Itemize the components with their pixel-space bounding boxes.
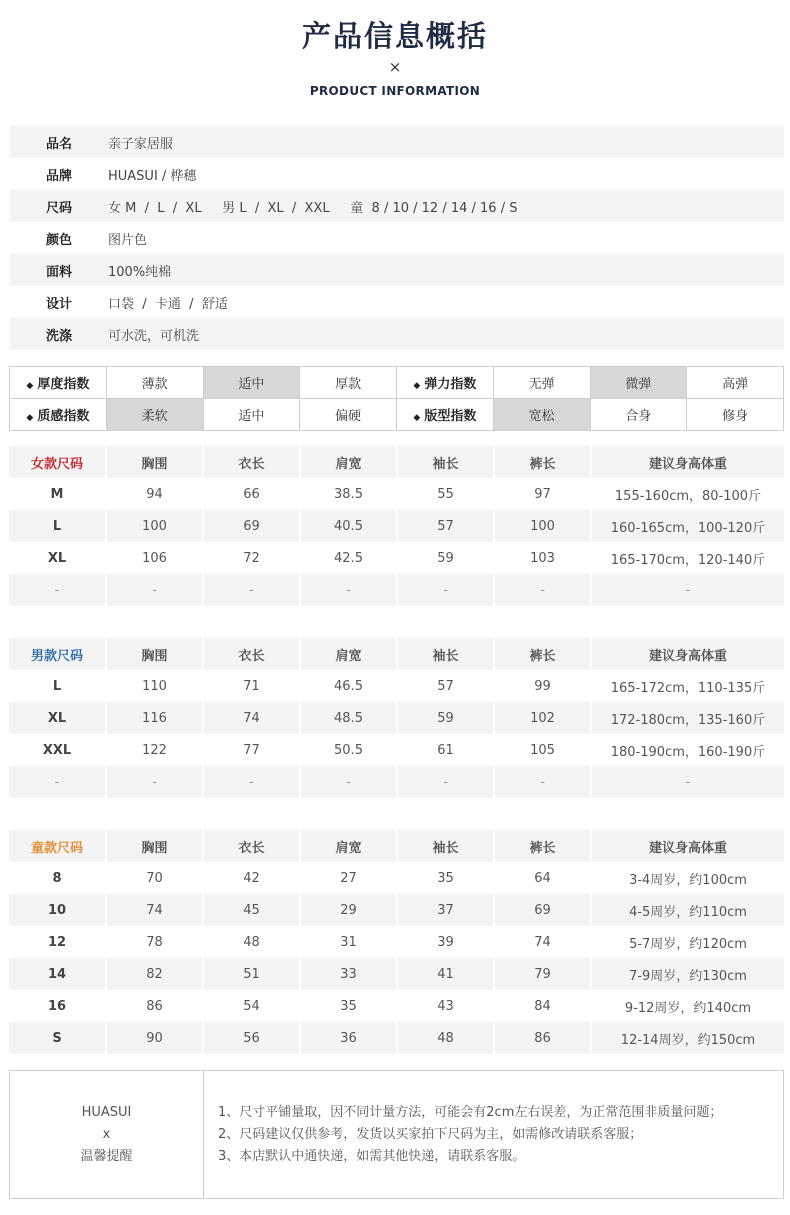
value-cell: 57 (397, 510, 494, 542)
value-cell: - (106, 574, 203, 606)
info-row-fabric (10, 254, 784, 286)
column-header: 裤长 (494, 638, 591, 670)
info-label: 品名 (45, 136, 72, 152)
value-cell: 55 (397, 478, 494, 510)
value-cell: 35 (300, 990, 397, 1022)
info-value: 图片色 (108, 232, 148, 248)
table-row (9, 958, 785, 990)
size-cell: L (9, 670, 106, 702)
men-size-table (9, 638, 786, 798)
value-cell: 27 (300, 862, 397, 894)
size-table-title: 女款尺码 (9, 446, 106, 478)
info-label: 尺码 (45, 200, 72, 216)
value-cell: 71 (203, 670, 300, 702)
index-option-selected: 适中 (203, 367, 300, 399)
size-cell: 16 (9, 990, 106, 1022)
diamond-icon: ◆ (413, 381, 421, 391)
value-cell: 42.5 (300, 542, 397, 574)
value-cell: 33 (300, 958, 397, 990)
value-cell: 59 (397, 542, 494, 574)
info-value: HUASUI / 桦穗 (108, 168, 197, 184)
value-cell: 78 (106, 926, 203, 958)
value-cell: 97 (494, 478, 591, 510)
value-cell: 7-9周岁，约130cm (591, 958, 785, 990)
info-label: 面料 (45, 264, 72, 280)
size-cell: - (9, 766, 106, 798)
notes-x: x (102, 1126, 111, 1142)
notes-list (204, 1071, 783, 1198)
value-cell: 12-14周岁，约150cm (591, 1022, 785, 1054)
value-cell: 79 (494, 958, 591, 990)
table-row (9, 574, 785, 606)
value-cell: 116 (106, 702, 203, 734)
size-cell: L (9, 510, 106, 542)
table-row (9, 510, 785, 542)
notes-box (9, 1070, 784, 1199)
value-cell: - (494, 574, 591, 606)
size-cell: XXL (9, 734, 106, 766)
value-cell: 31 (300, 926, 397, 958)
index-label: ◆ 弹力指数 (397, 367, 494, 399)
diamond-icon: ◆ (26, 413, 34, 423)
column-header: 裤长 (494, 446, 591, 478)
column-header: 衣长 (203, 830, 300, 862)
column-header: 裤长 (494, 830, 591, 862)
value-cell: 48.5 (300, 702, 397, 734)
value-cell: 39 (397, 926, 494, 958)
notes-title (10, 1071, 204, 1198)
value-cell: - (300, 574, 397, 606)
value-cell: 3-4周岁，约100cm (591, 862, 785, 894)
value-cell: 100 (494, 510, 591, 542)
header-title: 产品信息概括 (301, 19, 488, 53)
info-label: 品牌 (45, 168, 72, 184)
table-row (9, 926, 785, 958)
table-row (9, 766, 785, 798)
column-header: 袖长 (397, 830, 494, 862)
index-row (10, 399, 784, 431)
column-header: 胸围 (106, 446, 203, 478)
value-cell: - (203, 574, 300, 606)
value-cell: 5-7周岁，约120cm (591, 926, 785, 958)
table-row (9, 670, 785, 702)
table-row (9, 734, 785, 766)
info-label: 颜色 (45, 232, 72, 248)
value-cell: 4-5周岁，约110cm (591, 894, 785, 926)
value-cell: 57 (397, 670, 494, 702)
value-cell: - (591, 766, 785, 798)
value-cell: 64 (494, 862, 591, 894)
column-header: 肩宽 (300, 446, 397, 478)
index-option-selected: 宽松 (493, 399, 590, 431)
value-cell: 102 (494, 702, 591, 734)
value-cell: 155-160cm，80-100斤 (591, 478, 785, 510)
table-row (9, 1022, 785, 1054)
column-header: 袖长 (397, 446, 494, 478)
info-value: 100%纯棉 (108, 264, 172, 280)
value-cell: 54 (203, 990, 300, 1022)
size-table-header (9, 446, 785, 478)
value-cell: 50.5 (300, 734, 397, 766)
info-row-color (10, 222, 784, 254)
value-cell: 74 (106, 894, 203, 926)
value-cell: - (300, 766, 397, 798)
size-table-header (9, 830, 785, 862)
value-cell: - (397, 574, 494, 606)
size-cell: XL (9, 542, 106, 574)
value-cell: 9-12周岁，约140cm (591, 990, 785, 1022)
value-cell: 106 (106, 542, 203, 574)
index-option-selected: 柔软 (106, 399, 203, 431)
value-cell: 110 (106, 670, 203, 702)
value-cell: 51 (203, 958, 300, 990)
index-option: 适中 (203, 399, 300, 431)
index-option: 无弹 (493, 367, 590, 399)
value-cell: 69 (203, 510, 300, 542)
value-cell: 38.5 (300, 478, 397, 510)
info-row-design (10, 286, 784, 318)
table-row (9, 862, 785, 894)
column-header: 胸围 (106, 638, 203, 670)
value-cell: 35 (397, 862, 494, 894)
size-table-header (9, 638, 785, 670)
value-cell: 69 (494, 894, 591, 926)
value-cell: 90 (106, 1022, 203, 1054)
size-cell: 14 (9, 958, 106, 990)
diamond-icon: ◆ (413, 413, 421, 423)
column-header: 衣长 (203, 446, 300, 478)
value-cell: 84 (494, 990, 591, 1022)
size-cell: 10 (9, 894, 106, 926)
value-cell: 59 (397, 702, 494, 734)
value-cell: - (494, 766, 591, 798)
women-size-table (9, 446, 786, 606)
value-cell: 70 (106, 862, 203, 894)
value-cell: 122 (106, 734, 203, 766)
index-option: 高弹 (687, 367, 784, 399)
index-table (9, 366, 784, 431)
value-cell: 94 (106, 478, 203, 510)
value-cell: 172-180cm，135-160斤 (591, 702, 785, 734)
column-header: 衣长 (203, 638, 300, 670)
column-header: 建议身高体重 (591, 446, 785, 478)
value-cell: 72 (203, 542, 300, 574)
value-cell: 42 (203, 862, 300, 894)
value-cell: 74 (203, 702, 300, 734)
value-cell: 37 (397, 894, 494, 926)
notes-label: 温馨提醒 (80, 1148, 133, 1164)
info-value: 口袋 / 卡通 / 舒适 (108, 296, 228, 312)
size-cell: - (9, 574, 106, 606)
index-option: 偏硬 (300, 399, 397, 431)
index-label: ◆ 厚度指数 (10, 367, 107, 399)
size-table-title: 男款尺码 (9, 638, 106, 670)
value-cell: 180-190cm，160-190斤 (591, 734, 785, 766)
diamond-icon: ◆ (26, 381, 34, 391)
size-cell: 8 (9, 862, 106, 894)
index-option: 合身 (590, 399, 687, 431)
size-cell: M (9, 478, 106, 510)
value-cell: 56 (203, 1022, 300, 1054)
value-cell: 66 (203, 478, 300, 510)
index-option: 厚款 (300, 367, 397, 399)
value-cell: - (591, 574, 785, 606)
size-cell: S (9, 1022, 106, 1054)
value-cell: - (203, 766, 300, 798)
column-header: 袖长 (397, 638, 494, 670)
value-cell: 103 (494, 542, 591, 574)
value-cell: - (106, 766, 203, 798)
info-row-brand (10, 158, 784, 190)
info-label: 设计 (45, 296, 72, 312)
index-label: ◆ 版型指数 (397, 399, 494, 431)
value-cell: 36 (300, 1022, 397, 1054)
table-row (9, 478, 785, 510)
table-row (9, 702, 785, 734)
column-header: 肩宽 (300, 638, 397, 670)
value-cell: 41 (397, 958, 494, 990)
product-info (10, 126, 784, 350)
info-row-name (10, 126, 784, 158)
info-row-size (10, 190, 784, 222)
value-cell: 45 (203, 894, 300, 926)
value-cell: 61 (397, 734, 494, 766)
table-row (9, 894, 785, 926)
note-item: 2、尺码建议仅供参考，发货以买家拍下尺码为主，如需修改请联系客服； (218, 1126, 643, 1142)
size-cell: XL (9, 702, 106, 734)
info-row-wash (10, 318, 784, 350)
kids-size-table (9, 830, 786, 1054)
value-cell: 105 (494, 734, 591, 766)
value-cell: 86 (494, 1022, 591, 1054)
index-option: 薄款 (106, 367, 203, 399)
info-value: 亲子家居服 (108, 136, 174, 152)
index-option-selected: 微弹 (590, 367, 687, 399)
value-cell: 165-170cm，120-140斤 (591, 542, 785, 574)
info-label: 洗涤 (45, 328, 72, 344)
table-row (9, 990, 785, 1022)
column-header: 胸围 (106, 830, 203, 862)
info-value: 可水洗，可机洗 (108, 328, 200, 344)
value-cell: 77 (203, 734, 300, 766)
header-subtitle: PRODUCT INFORMATION (309, 84, 481, 98)
header-x: × (388, 58, 402, 76)
notes-brand: HUASUI (81, 1104, 132, 1120)
column-header: 建议身高体重 (591, 830, 785, 862)
value-cell: 165-172cm，110-135斤 (591, 670, 785, 702)
index-label: ◆ 质感指数 (10, 399, 107, 431)
value-cell: 82 (106, 958, 203, 990)
note-item: 1、尺寸平铺量取，因不同计量方法，可能会有2cm左右误差，为正常范围非质量问题； (218, 1104, 723, 1120)
value-cell: 29 (300, 894, 397, 926)
index-row (10, 367, 784, 399)
value-cell: 86 (106, 990, 203, 1022)
value-cell: 160-165cm，100-120斤 (591, 510, 785, 542)
value-cell: 48 (203, 926, 300, 958)
note-item: 3、本店默认中通快递，如需其他快递，请联系客服。 (218, 1148, 526, 1164)
size-cell: 12 (9, 926, 106, 958)
value-cell: 99 (494, 670, 591, 702)
value-cell: - (397, 766, 494, 798)
value-cell: 40.5 (300, 510, 397, 542)
size-table-title: 童款尺码 (9, 830, 106, 862)
column-header: 肩宽 (300, 830, 397, 862)
value-cell: 48 (397, 1022, 494, 1054)
value-cell: 46.5 (300, 670, 397, 702)
value-cell: 100 (106, 510, 203, 542)
info-value: 女 M / L / XL 男 L / XL / XXL 童 8 / 10 / 12 / 14 / 16 / S (108, 200, 518, 216)
value-cell: 74 (494, 926, 591, 958)
value-cell: 43 (397, 990, 494, 1022)
table-row (9, 542, 785, 574)
column-header: 建议身高体重 (591, 638, 785, 670)
index-option: 修身 (687, 399, 784, 431)
